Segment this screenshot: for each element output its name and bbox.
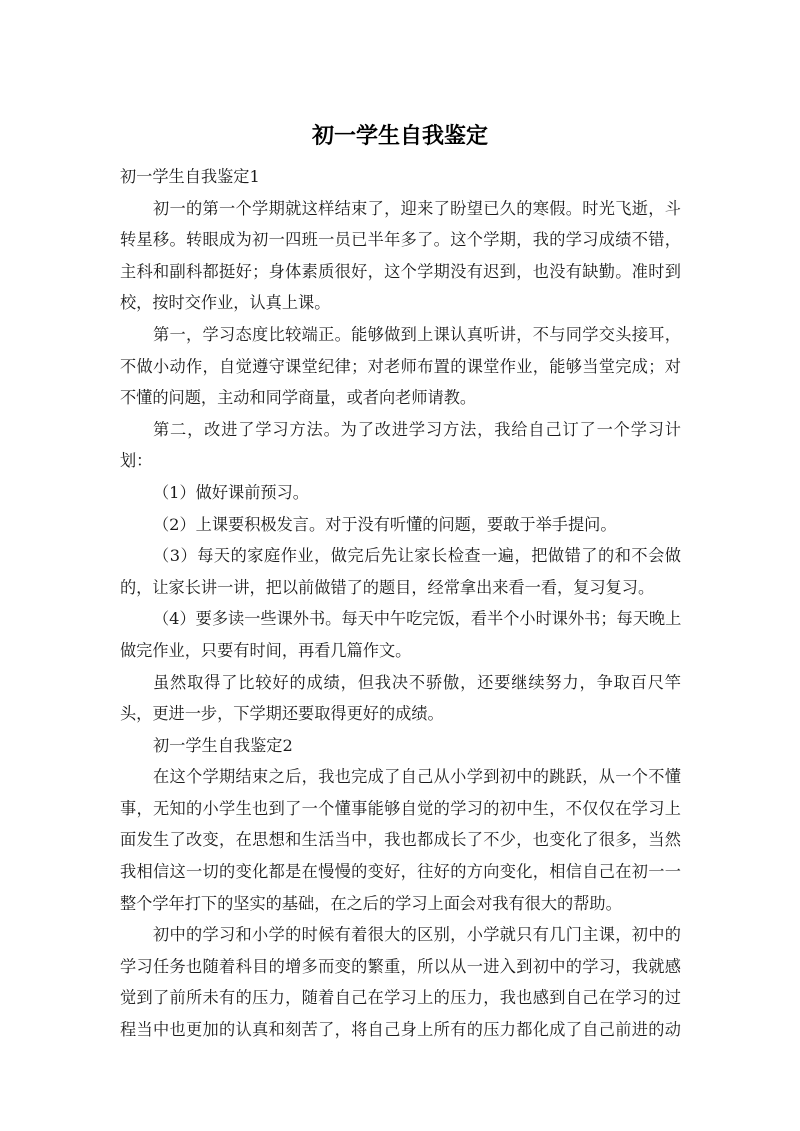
paragraph: [120, 161, 681, 193]
paragraph: [120, 667, 681, 730]
text-line: 不懂的问题，主动和同学商量，或者向老师请教。: [120, 388, 477, 408]
text-line: （2）上课要积极发言。对于没有听懂的问题，要敢于举手提问。: [153, 514, 617, 534]
text-line: 主科和副科都挺好；身体素质很好，这个学期没有迟到，也没有缺勤。准时到: [120, 261, 681, 281]
text-line: （3）每天的家庭作业，做完后先让家长检查一遍，把做错了的和不会做: [153, 546, 681, 566]
text-line: 第二，改进了学习方法。为了改进学习方法，我给自己订了一个学习计: [153, 419, 681, 439]
paragraph: [120, 919, 681, 1045]
text-line: 校，按时交作业，认真上课。: [120, 293, 331, 313]
text-line: 划：: [120, 451, 153, 471]
paragraph: [120, 540, 681, 603]
text-line: 的，让家长讲一讲，把以前做错了的题目，经常拿出来看一看，复习复习。: [120, 577, 655, 597]
paragraph: [120, 603, 681, 666]
paragraph: [120, 414, 681, 477]
text-line: （1）做好课前预习。: [153, 482, 309, 502]
text-line: 虽然取得了比较好的成绩，但我决不骄傲，还要继续努力，争取百尺竿: [153, 672, 681, 692]
paragraph: [120, 509, 681, 541]
paragraph: [120, 730, 681, 762]
text-line: 做完作业，只要有时间，再看几篇作文。: [120, 640, 412, 660]
text-line: 头，更进一步，下学期还要取得更好的成绩。: [120, 704, 444, 724]
text-line: 程当中也更加的认真和刻苦了，将自己身上所有的压力都化成了自己前进的动: [120, 1020, 681, 1040]
text-line: 第一，学习态度比较端正。能够做到上课认真听讲，不与同学交头接耳，: [153, 324, 681, 344]
paragraph: [120, 477, 681, 509]
text-line: 整个学年打下的坚实的基础，在之后的学习上面会对我有很大的帮助。: [120, 893, 622, 913]
text-line: 在这个学期结束之后，我也完成了自己从小学到初中的跳跃，从一个不懂: [153, 767, 681, 787]
text-line: 转星移。转眼成为初一四班一员已半年多了。这个学期，我的学习成绩不错，: [120, 230, 681, 250]
text-line: 事，无知的小学生也到了一个懂事能够自觉的学习的初中生，不仅仅在学习上: [120, 798, 681, 818]
text-line: 觉到了前所未有的压力，随着自己在学习上的压力，我也感到自己在学习的过: [120, 988, 681, 1008]
text-line: 我相信这一切的变化都是在慢慢的变好，往好的方向变化，相信自己在初一一: [120, 862, 681, 882]
text-line: 学习任务也随着科目的增多而变的繁重，所以从一进入到初中的学习，我就感: [120, 956, 681, 976]
text-line: 面发生了改变，在思想和生活当中，我也都成长了不少，也变化了很多，当然: [120, 830, 681, 850]
text-line: 不做小动作，自觉遵守课堂纪律；对老师布置的课堂作业，能够当堂完成；对: [120, 356, 681, 376]
text-line: 初中的学习和小学的时候有着很大的区别，小学就只有几门主课，初中的: [153, 925, 681, 945]
paragraph: [120, 319, 681, 414]
paragraph: [120, 193, 681, 319]
document-title: 初一学生自我鉴定: [311, 124, 488, 149]
paragraph: [120, 761, 681, 919]
text-line: 初一的第一个学期就这样结束了，迎来了盼望已久的寒假。时光飞逝，斗: [153, 198, 681, 218]
text-line: （4）要多读一些课外书。每天中午吃完饭，看半个小时课外书；每天晚上: [153, 609, 681, 629]
text-line: 初一学生自我鉴定1: [120, 167, 260, 186]
document-body: [120, 161, 681, 1046]
text-line: 初一学生自我鉴定2: [153, 735, 293, 755]
